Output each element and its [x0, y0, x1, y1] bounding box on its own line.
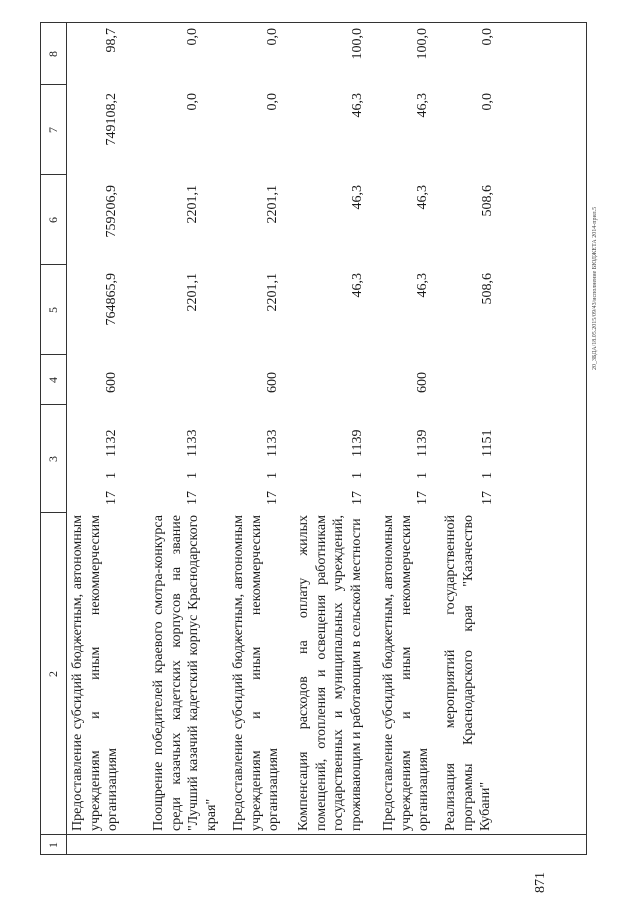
code-target: 1133 — [185, 429, 200, 457]
code-subsection: 1 — [480, 472, 495, 479]
header-col-3: 3 — [46, 456, 60, 462]
value-col6: 508,6 — [480, 185, 495, 217]
code-target: 1133 — [265, 429, 280, 457]
column-divider — [40, 854, 587, 855]
header-col-5: 5 — [46, 307, 60, 313]
code-section: 17 — [185, 491, 200, 505]
code-subsection: 1 — [350, 472, 365, 479]
value-col6: 46,3 — [415, 185, 430, 210]
row-description: Компенсация расходов на оплату жилых помещений, отопления и освещения работникам государственных и муниципальных учреждений, проживающим и работающим в сельской местности — [296, 515, 364, 831]
value-col7: 0,0 — [185, 93, 200, 111]
value-col7: 0,0 — [480, 93, 495, 111]
code-target: 1139 — [415, 429, 430, 457]
code-expense-type: 600 — [104, 372, 119, 393]
column-divider — [40, 22, 587, 23]
value-col7: 46,3 — [415, 93, 430, 118]
code-section: 17 — [480, 491, 495, 505]
value-col7: 46,3 — [350, 93, 365, 118]
header-col-4: 4 — [46, 377, 60, 383]
value-col8: 98,7 — [104, 28, 119, 53]
value-col6: 46,3 — [350, 185, 365, 210]
value-col8: 0,0 — [185, 28, 200, 46]
column-divider — [40, 834, 587, 835]
value-col5: 46,3 — [350, 273, 365, 298]
value-col5: 46,3 — [415, 273, 430, 298]
table-border-bottom — [586, 23, 587, 855]
code-subsection: 1 — [265, 472, 280, 479]
row-description: Поощрение победителей краевого смотра-конкурса среди казачьих кадетских корпусов на звание "Лучший казачий кадетский корпус Краснодарского края" — [151, 515, 219, 831]
page-number: 871 — [533, 872, 548, 893]
value-col8: 100,0 — [350, 28, 365, 60]
value-col5: 764865,9 — [104, 273, 119, 326]
header-col-2: 2 — [46, 671, 60, 677]
code-subsection: 1 — [185, 472, 200, 479]
code-target: 1139 — [350, 429, 365, 457]
value-col8: 100,0 — [415, 28, 430, 60]
code-expense-type: 600 — [415, 372, 430, 393]
row-description: Реализация мероприятий государственной программы Краснодарского края "Казачество Кубани" — [443, 515, 493, 831]
value-col8: 0,0 — [265, 28, 280, 46]
header-col-7: 7 — [46, 127, 60, 133]
code-section: 17 — [265, 491, 280, 505]
value-col6: 759206,9 — [104, 185, 119, 238]
value-col5: 508,6 — [480, 273, 495, 305]
code-expense-type: 600 — [265, 372, 280, 393]
header-col-6: 6 — [46, 217, 60, 223]
value-col8: 0,0 — [480, 28, 495, 46]
code-target: 1151 — [480, 429, 495, 457]
value-col7: 749108,2 — [104, 93, 119, 146]
row-description: Предоставление субсидий бюджетным, автономным учреждениям и иным некоммерческим организациям — [381, 515, 431, 831]
value-col7: 0,0 — [265, 93, 280, 111]
code-section: 17 — [415, 491, 430, 505]
code-section: 17 — [350, 491, 365, 505]
row-description: Предоставление субсидий бюджетным, автономным учреждениям и иным некоммерческим организациям — [231, 515, 281, 831]
code-subsection: 1 — [104, 472, 119, 479]
budget-table — [40, 23, 587, 855]
value-col6: 2201,1 — [265, 185, 280, 224]
header-separator — [66, 23, 67, 855]
code-subsection: 1 — [415, 472, 430, 479]
value-col5: 2201,1 — [185, 273, 200, 312]
value-col6: 2201,1 — [185, 185, 200, 224]
header-col-8: 8 — [46, 51, 60, 57]
row-description: Предоставление субсидий бюджетным, автономным учреждениям и иным некоммерческим организациям — [70, 515, 120, 831]
file-path-footer: 20_3БДА/18.05.2015/09/43/исполнение БЮДЖЕТА 2014-прил.5 — [592, 206, 598, 370]
value-col5: 2201,1 — [265, 273, 280, 312]
code-section: 17 — [104, 491, 119, 505]
code-target: 1132 — [104, 429, 119, 457]
header-col-1: 1 — [46, 842, 60, 848]
